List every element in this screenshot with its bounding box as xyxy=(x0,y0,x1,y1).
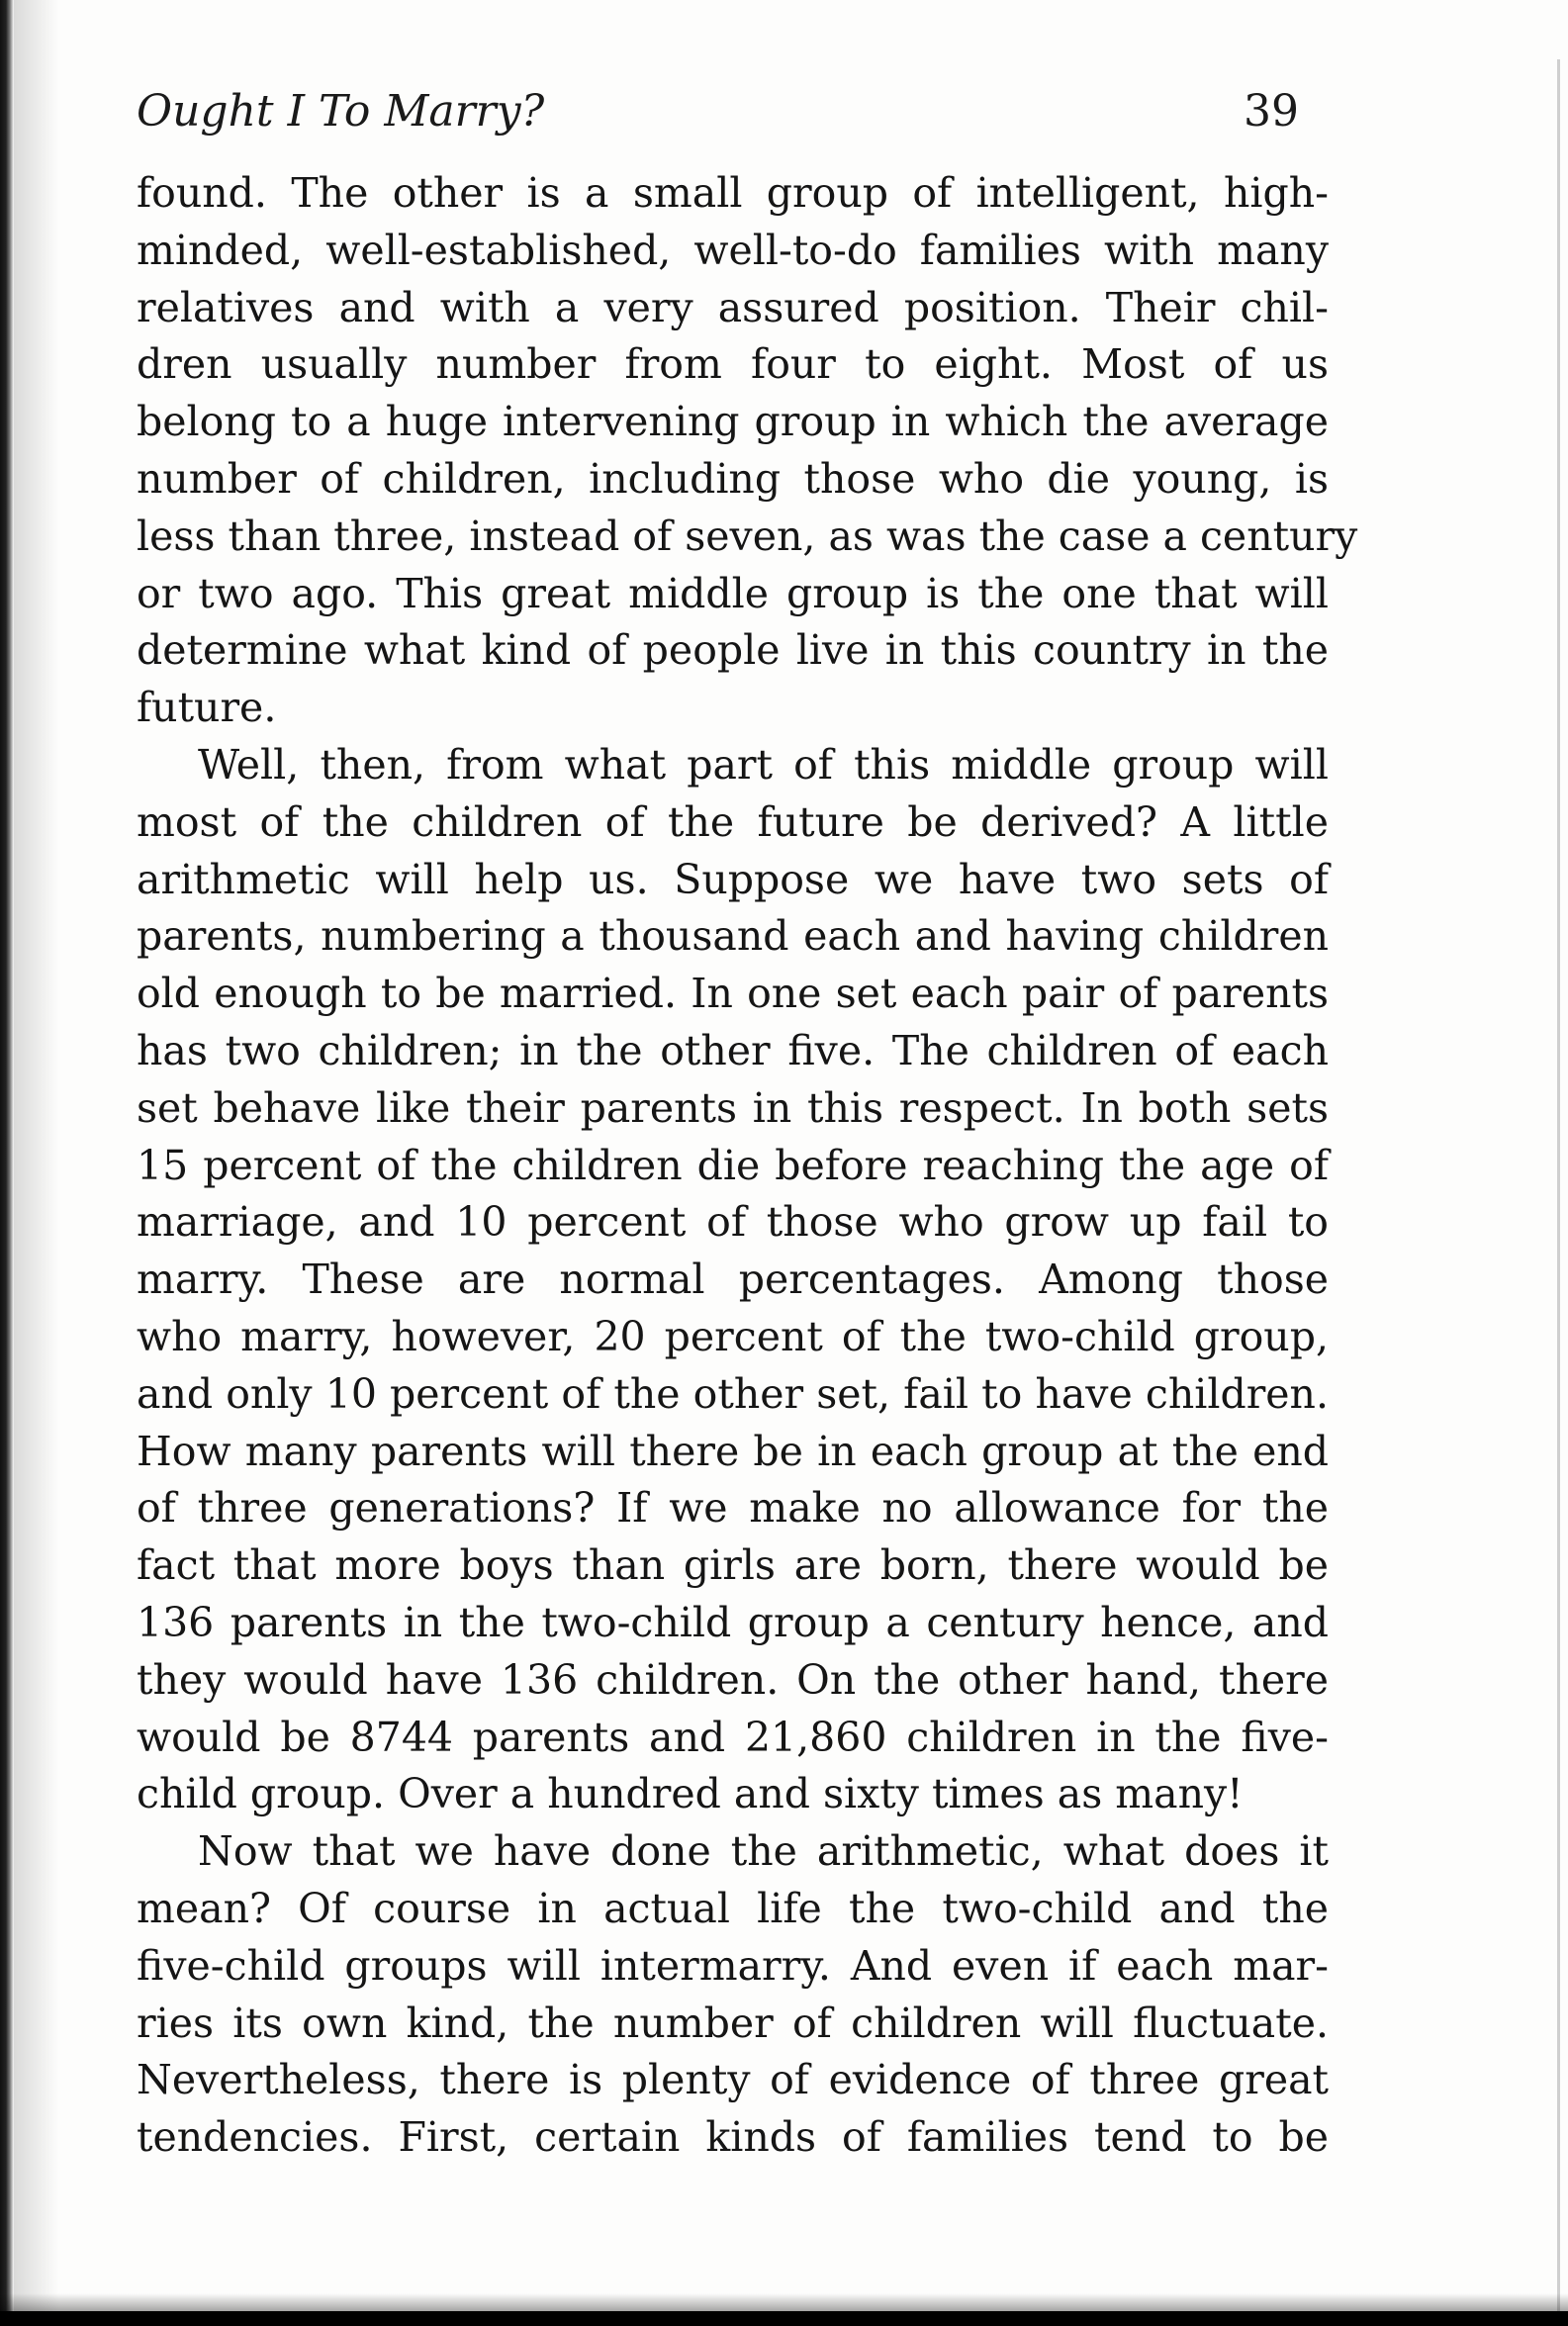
text-line: child group. Over a hundred and sixty times as many! xyxy=(137,1770,1244,1818)
text-line: arithmetic will help us. Suppose we have two sets of xyxy=(137,855,1329,903)
paragraph-start-line: Well, then, from what part of this middle group will xyxy=(198,740,1329,789)
text-line: set behave like their parents in this respect. In both sets xyxy=(137,1083,1329,1132)
running-title: Ought I To Marry? xyxy=(137,86,545,137)
text-line: five-child groups will intermarry. And even if each mar- xyxy=(137,1941,1329,1990)
paragraph-start-line: Now that we have done the arithmetic, what does it xyxy=(198,1827,1329,1876)
text-line: number of children, including those who die young, is xyxy=(137,454,1329,503)
text-line: tendencies. First, certain kinds of families tend to be xyxy=(137,2113,1329,2162)
running-header xyxy=(137,77,1329,146)
text-line: determine what kind of people live in this country in the xyxy=(137,626,1329,675)
text-line: ries its own kind, the number of children will fluctuate. xyxy=(137,1999,1329,2047)
text-line: who marry, however, 20 percent of the two-child group, xyxy=(137,1312,1329,1360)
text-line: and only 10 percent of the other set, fail to have children. xyxy=(137,1369,1329,1418)
text-line: or two ago. This great middle group is the one that will xyxy=(137,569,1329,617)
body-text xyxy=(137,165,1358,2167)
text-line: marry. These are normal percentages. Among those xyxy=(137,1256,1329,1304)
text-line: marriage, and 10 percent of those who grow up fail to xyxy=(137,1198,1329,1247)
text-line: 136 parents in the two-child group a century hence, and xyxy=(137,1598,1329,1646)
text-line: 15 percent of the children die before reaching the age of xyxy=(137,1141,1329,1189)
text-line: found. The other is a small group of intelligent, high- xyxy=(137,169,1329,217)
text-line: would be 8744 parents and 21,860 children in the five- xyxy=(137,1713,1329,1761)
text-line: mean? Of course in actual life the two-child and the xyxy=(137,1884,1329,1932)
text-line: minded, well-established, well-to-do families with many xyxy=(137,226,1329,274)
binding-edge xyxy=(0,0,14,2326)
text-line: How many parents will there be in each group at the end xyxy=(137,1427,1329,1475)
text-line: belong to a huge intervening group in which the average xyxy=(137,398,1329,446)
text-line: of three generations? If we make no allowance for the xyxy=(137,1484,1329,1533)
bottom-shadow xyxy=(0,2293,1568,2311)
bottom-edge xyxy=(0,2311,1568,2326)
text-line: fact that more boys than girls are born, there would be xyxy=(137,1541,1329,1590)
text-line: less than three, instead of seven, as was the case a century xyxy=(137,512,1358,560)
text-line: old enough to be married. In one set each pair of parents xyxy=(137,970,1329,1018)
text-line: future. xyxy=(137,684,277,732)
text-line: they would have 136 children. On the other hand, there xyxy=(137,1655,1329,1704)
text-line: dren usually number from four to eight. Most of us xyxy=(137,340,1329,389)
text-line: most of the children of the future be derived? A little xyxy=(137,797,1329,846)
text-line: relatives and with a very assured position. Their chil- xyxy=(137,283,1329,331)
text-line: Nevertheless, there is plenty of evidence of three great xyxy=(137,2056,1329,2104)
text-line: parents, numbering a thousand each and having children xyxy=(137,912,1329,961)
page-right-edge xyxy=(1557,59,1560,2315)
page-number: 39 xyxy=(1244,86,1299,137)
text-line: has two children; in the other five. The children of each xyxy=(137,1026,1329,1074)
